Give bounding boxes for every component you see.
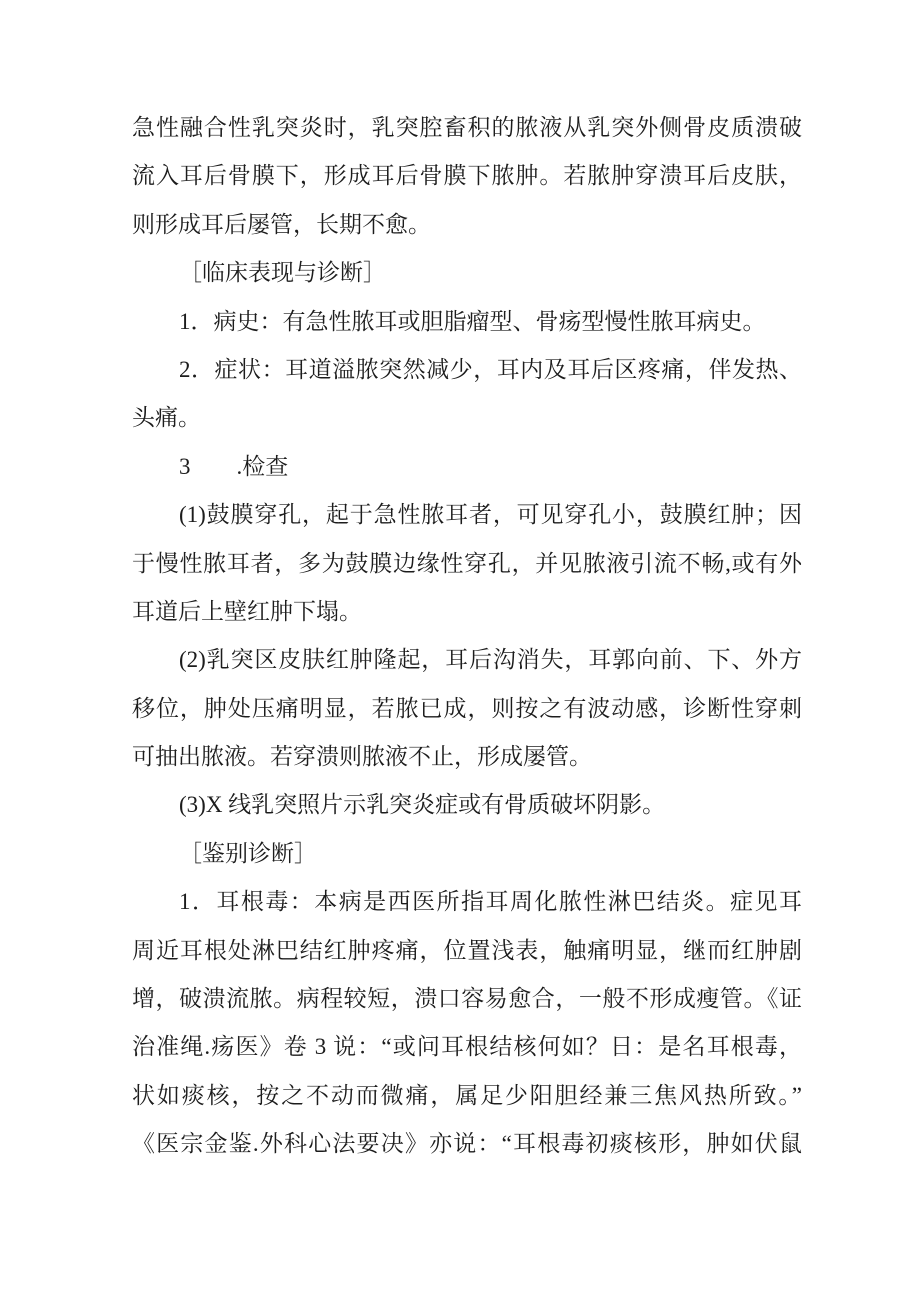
section-heading: ［鉴别诊断］ — [179, 840, 317, 866]
text-line: 头痛。 — [132, 405, 201, 431]
text-line: 1．耳根毒：本病是西医所指耳周化脓性淋巴结炎。症见耳 — [179, 889, 802, 915]
text-line: 移位，肿处压痛明显，若脓已成，则按之有波动感，诊断性穿刺 — [132, 695, 802, 721]
text-line: 2．症状：耳道溢脓突然减少，耳内及耳后区疼痛，伴发热、 — [179, 356, 802, 382]
text-line: 于慢性脓耳者，多为鼓膜边缘性穿孔，并见脓液引流不畅,或有外 — [132, 550, 802, 576]
text-line: 1．病史：有急性脓耳或胆脂瘤型、骨疡型慢性脓耳病史。 — [179, 308, 766, 334]
text-line: 耳道后上壁红肿下塌。 — [132, 598, 362, 624]
section-heading: ［临床表现与诊断］ — [179, 260, 386, 286]
text-line: 可抽出脓液。若穿溃则脓液不止，形成屡管。 — [132, 744, 592, 770]
text-line: 周近耳根处淋巴结红肿疼痛，位置浅表，触痛明显，继而红肿剧 — [132, 937, 802, 963]
text-line: (2)乳突区皮肤红肿隆起，耳后沟消失，耳郭向前、下、外方 — [179, 647, 802, 673]
text-line: 流入耳后骨膜下，形成耳后骨膜下脓肿。若脓肿穿溃耳后皮肤， — [132, 163, 802, 189]
text-line: 治准绳.疡医》卷 3 说：“或问耳根结核何如？日：是名耳根毒， — [132, 1034, 802, 1060]
text-line: 则形成耳后屡管，长期不愈。 — [132, 211, 431, 237]
text-line: 急性融合性乳突炎时，乳突腔畜积的脓液从乳突外侧骨皮质溃破 — [132, 115, 802, 140]
text-line: (3)X 线乳突照片示乳突炎症或有骨质破坏阴影。 — [179, 792, 666, 818]
text-line: 3 .检查 — [179, 453, 289, 479]
text-line: 《医宗金鉴.外科心法要决》亦说：“耳根毒初痰核形，肿如伏鼠 — [132, 1131, 802, 1157]
text-line: 状如痰核，按之不动而微痛，属足少阳胆经兼三焦风热所致。” — [132, 1082, 802, 1108]
text-line: 增，破溃流脓。病程较短，溃口容易愈合，一般不形成瘦管。《证 — [132, 986, 802, 1012]
text-line: (1)鼓膜穿孔，起于急性脓耳者，可见穿孔小，鼓膜红肿；因 — [179, 502, 802, 528]
